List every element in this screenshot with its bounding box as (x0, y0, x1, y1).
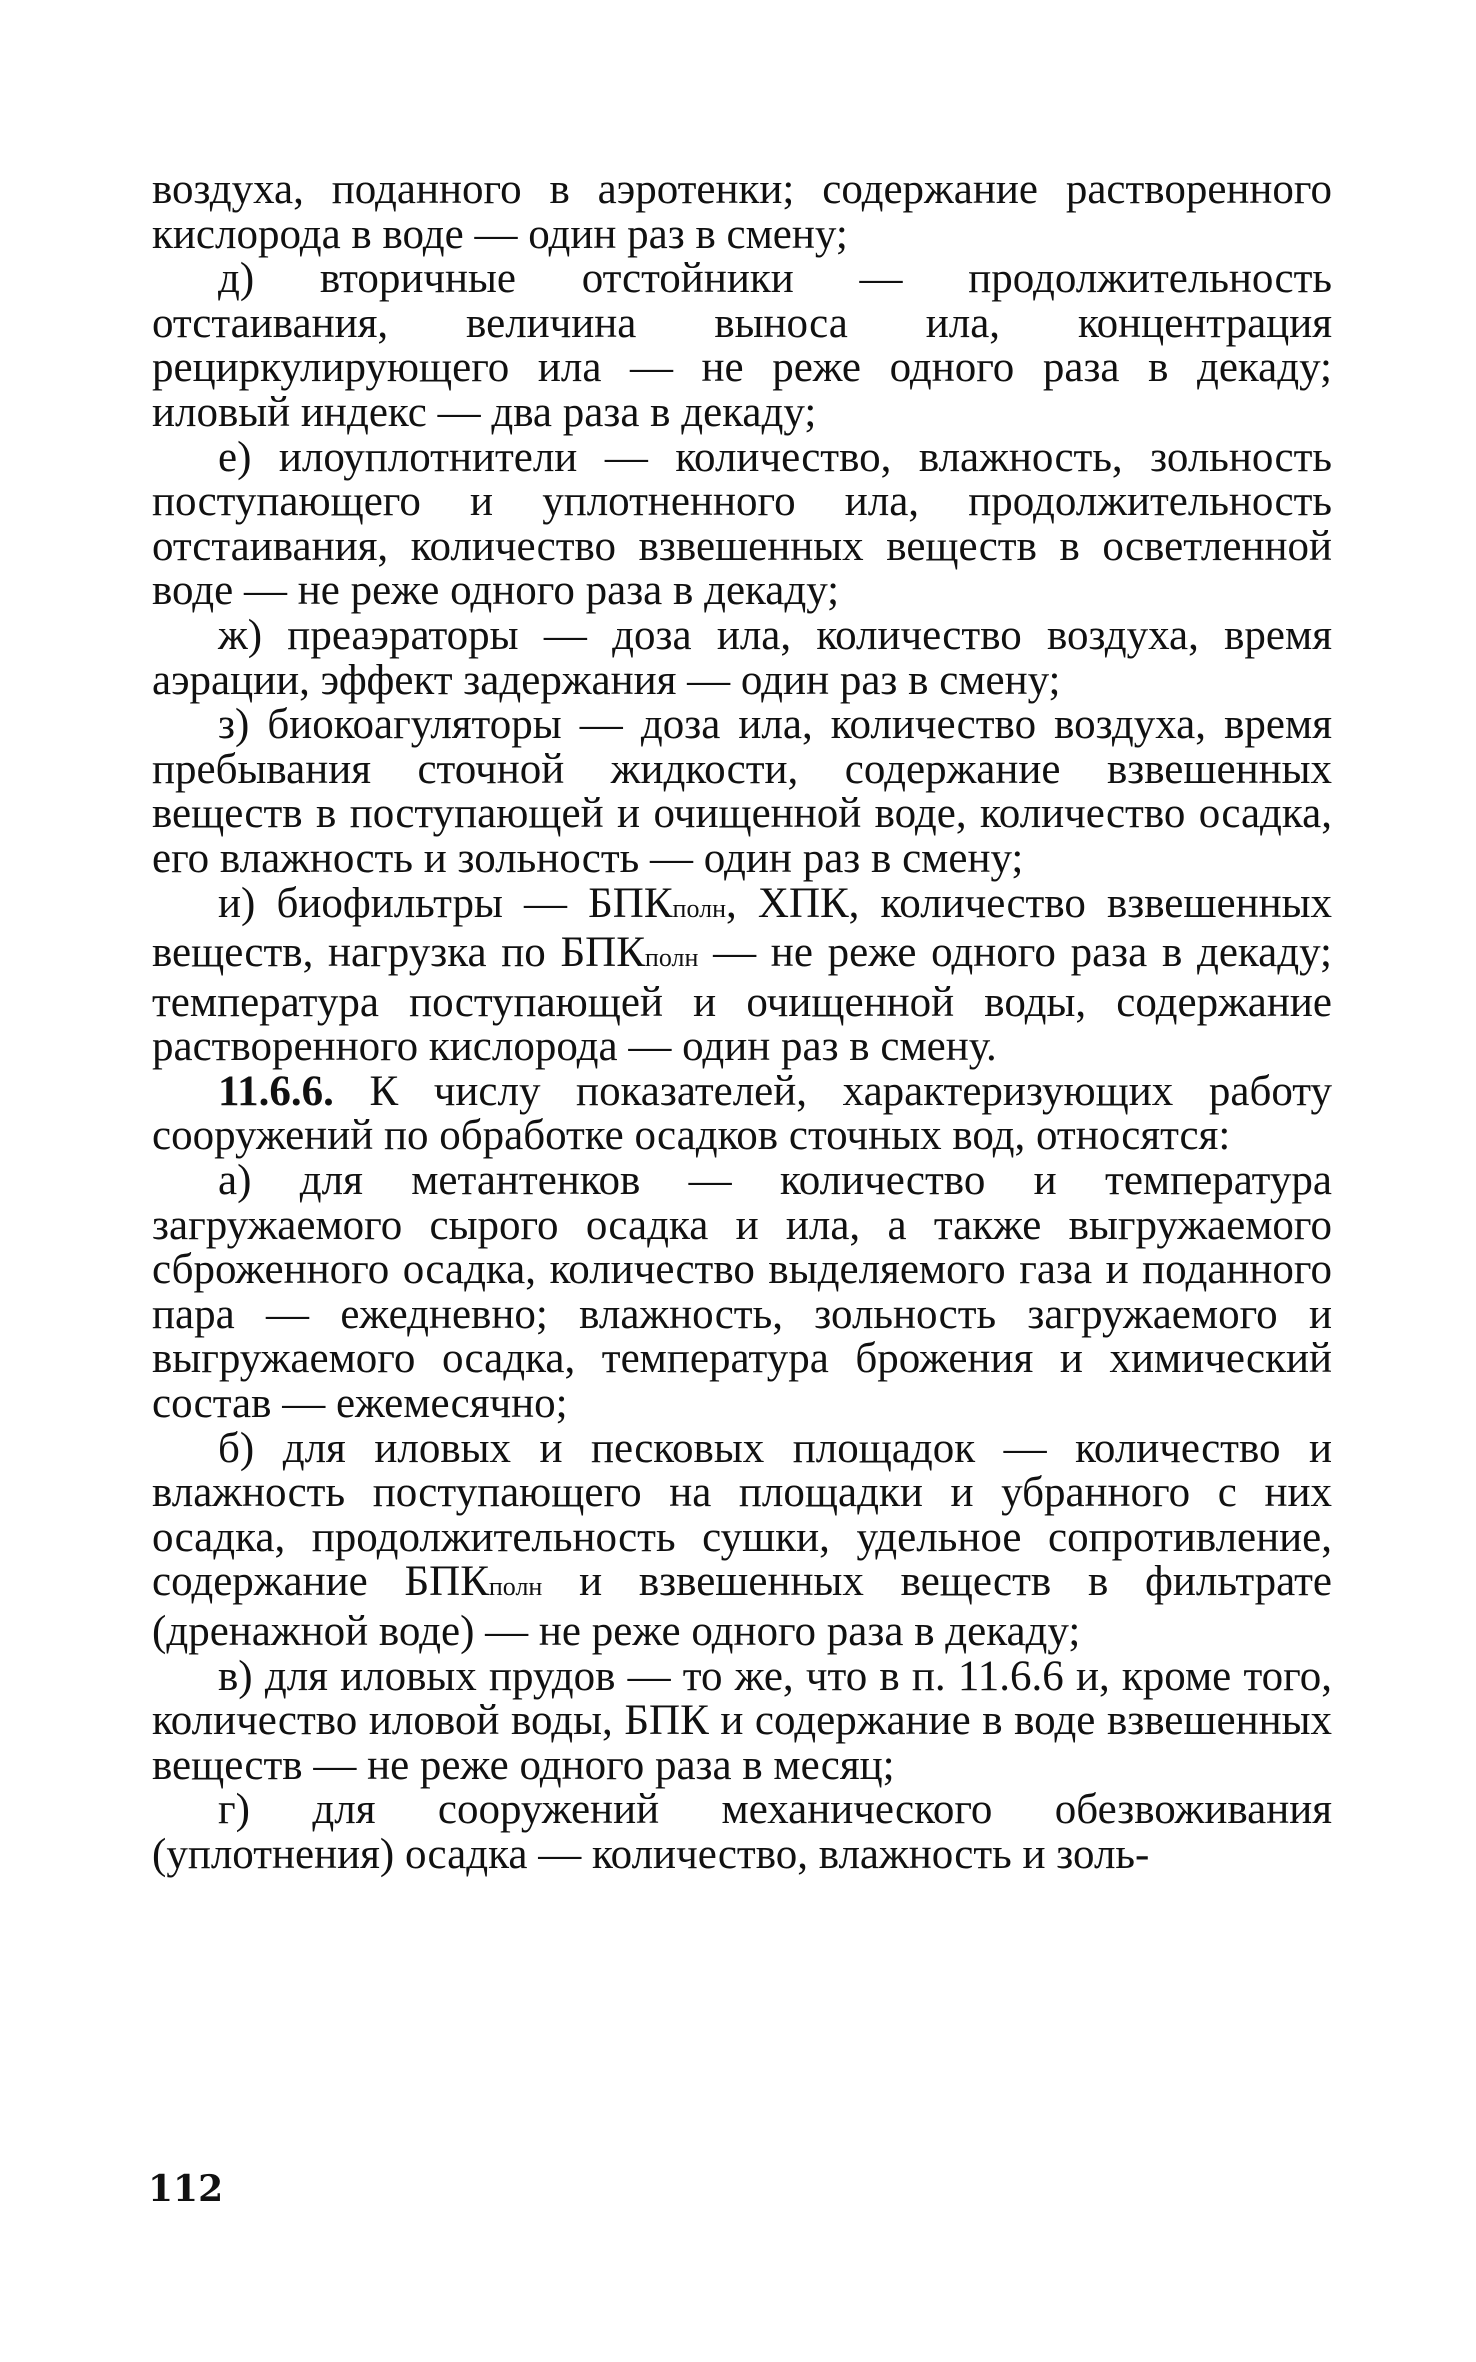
paragraph-mechanical-dewatering: г) для сооружений механического обезвоживания (уплотнения) осадка — количество, влажность и золь- (152, 1786, 1332, 1878)
paragraph-sludge-beds (152, 1424, 1333, 1655)
page-body (152, 168, 1332, 1878)
text-run: и взвешенных веществ в фильтрате (дренажной воде) — не реже одного раза в декаду; (152, 1558, 1333, 1655)
section-number: 11.6.6. (218, 1067, 334, 1115)
paragraph-section-11-6-6 (152, 1067, 1332, 1160)
text-run: и) биофильтры — БПК (218, 879, 673, 927)
paragraph-biofilters (152, 879, 1333, 1071)
text-run-subscript: полн (488, 1572, 543, 1602)
paragraph-biocoagulators: з) биокоагуляторы — доза ила, количество воздуха, время пребывания сточной жидкости, содержание взвешенных веществ в поступающей и очищенной воде, количество осадка, его влажность и зольность — один раз в смену; (152, 701, 1332, 882)
text-run: б) для иловых и песковых площадок — количество и влажность поступающего на площадки и убранного с них осадка, продолжительность сушки, удельное сопротивление, содержание БПК (152, 1424, 1332, 1606)
paragraph-digesters: а) для метантенков — количество и температура загружаемого сырого осадка и ила, а также выгружаемого сброженного осадка, количество выделяемого газа и поданного пара — ежедневно; влажность, зольность загружаемого и выгружаемого осадка, температура брожения и химический состав — ежемесячно; (152, 1157, 1332, 1428)
paragraph-secondary-clarifiers: д) вторичные отстойники — продолжительность отстаивания, величина выноса ила, концентрация рециркулирующего ила — не реже одного раза в декаду; иловый индекс — два раза в декаду; (152, 255, 1332, 436)
page-number: 112 (148, 2168, 224, 2210)
text-run: , ХПК, количество взвешенных веществ, нагрузка по БПК (152, 879, 1332, 977)
text-run: — не реже одного раза в декаду; температура поступающей и очищенной воды, содержание растворенного кислорода — один раз в смену. (152, 929, 1333, 1071)
paragraph-preaerators: ж) преаэраторы — доза ила, количество воздуха, время аэрации, эффект задержания — один раз в смену; (152, 611, 1332, 704)
text-run-subscript: полн (672, 893, 727, 923)
text-run-subscript: полн (644, 943, 699, 973)
paragraph-sludge-ponds: в) для иловых прудов — то же, что в п. 11.6.6 и, кроме того, количество иловой воды, БПК и содержание в воде взвешенных веществ — не реже одного раза в месяц; (152, 1652, 1332, 1789)
paragraph-sludge-thickeners: е) илоуплотнители — количество, влажность, зольность поступающего и уплотненного ила, продолжительность отстаивания, количество взвешенных веществ в осветленной воде — не реже одного раза в декаду; (152, 433, 1332, 615)
text-run: К числу показателей, характеризующих работу сооружений по обработке осадков сточных вод, относятся: (152, 1067, 1332, 1160)
paragraph-continuation: воздуха, поданного в аэротенки; содержание растворенного кислорода в воде — один раз в смену; (152, 166, 1332, 258)
